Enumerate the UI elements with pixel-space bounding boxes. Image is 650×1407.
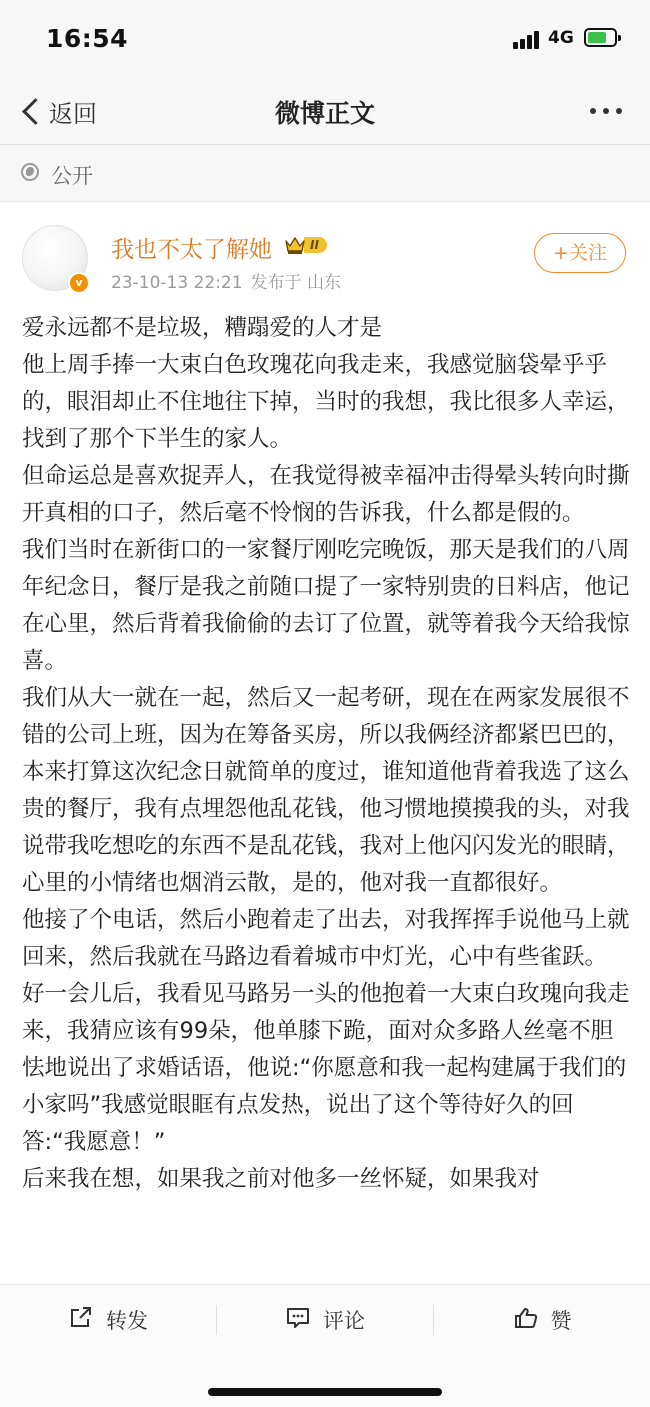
post-content [22,310,632,1198]
post-paragraph: 他接了个电话，然后小跑着走了出去，对我挥挥手说他马上就回来，然后我就在马路边看着城市中灯光，心中有些雀跃。 [22,907,630,970]
comment-button[interactable] [217,1285,433,1355]
post-paragraph: 爱永远都不是垃圾，糟蹋爱的人才是 [22,315,383,341]
more-icon[interactable] [590,108,622,114]
vip-badge[interactable] [284,234,327,256]
post-timestamp: 23-10-13 22:21 [111,273,243,293]
post-paragraph: 我们从大一就在一起，然后又一起考研，现在在两家发展很不错的公司上班，因为在筹备买房，所以我俩经济都紧巴巴的，本来打算这次纪念日就简单的度过，谁知道他背着我选了这么贵的餐厅，我有点埋怨他乱花钱，他习惯地摸摸我的头，对我说带我吃想吃的东西不是乱花钱，我对上他闪闪发光的眼睛，心里的小情绪也烟消云散，是的，他对我一直都很好。 [22,685,630,896]
vip-level: II [304,237,327,253]
post-location: 发布于 山东 [250,273,341,293]
repost-icon [68,1306,94,1334]
page-title: 微博正文 [274,99,375,128]
post-paragraph: 我们当时在新街口的一家餐厅刚吃完晚饭，那天是我们的八周年纪念日，餐厅是我之前随口提了一家特别贵的日料店，他记在心里，然后背着我偷偷的去订了位置，就等着我今天给我惊喜。 [22,537,630,674]
post-paragraph: 但命运总是喜欢捉弄人，在我觉得被幸福冲击得晕头转向时撕开真相的口子，然后毫不怜悯的告诉我，什么都是假的。 [22,463,630,526]
status-bar [0,0,650,78]
repost-label: 转发 [106,1309,148,1333]
signal-icon [513,31,541,49]
visibility-label: 公开 [51,164,93,188]
post-paragraph: 好一会儿后，我看见马路另一头的他抱着一大束白玫瑰向我走来，我猜应该有99朵，他单膝下跪，面对众多路人丝毫不胆怯地说出了求婚话语，他说:“你愿意和我一起构建属于我们的小家吗”我感觉眼眶有点发热，说出了这个等待好久的回答:“我愿意！” [22,981,630,1155]
like-icon [513,1306,539,1334]
action-bar [0,1284,650,1355]
network-type: 4G [548,28,574,48]
crown-icon [284,235,306,255]
globe-icon [21,163,39,181]
post-paragraph: 后来我在想，如果我之前对他多一丝怀疑，如果我对 [22,1166,540,1192]
repost-button[interactable] [0,1285,216,1355]
post-meta [111,268,341,293]
verified-icon: v [68,272,90,294]
author-name[interactable]: 我也不太了解她 [111,237,272,263]
visibility-row [0,145,650,202]
comment-icon [285,1306,311,1334]
like-label: 赞 [550,1309,572,1333]
home-indicator[interactable] [208,1388,442,1396]
follow-button[interactable]: +关注 [534,233,626,273]
post-header [0,201,650,301]
post-paragraph: 他上周手捧一大束白色玫瑰花向我走来，我感觉脑袋晕乎乎的，眼泪却止不住地往下掉，当时的我想，我比很多人幸运，找到了那个下半生的家人。 [22,352,630,452]
battery-icon [584,28,617,47]
home-area [0,1355,650,1407]
back-label: 返回 [49,99,97,128]
like-button[interactable] [434,1285,650,1355]
status-time: 16:54 [46,24,129,53]
nav-bar [0,78,650,145]
comment-label: 评论 [323,1309,365,1333]
